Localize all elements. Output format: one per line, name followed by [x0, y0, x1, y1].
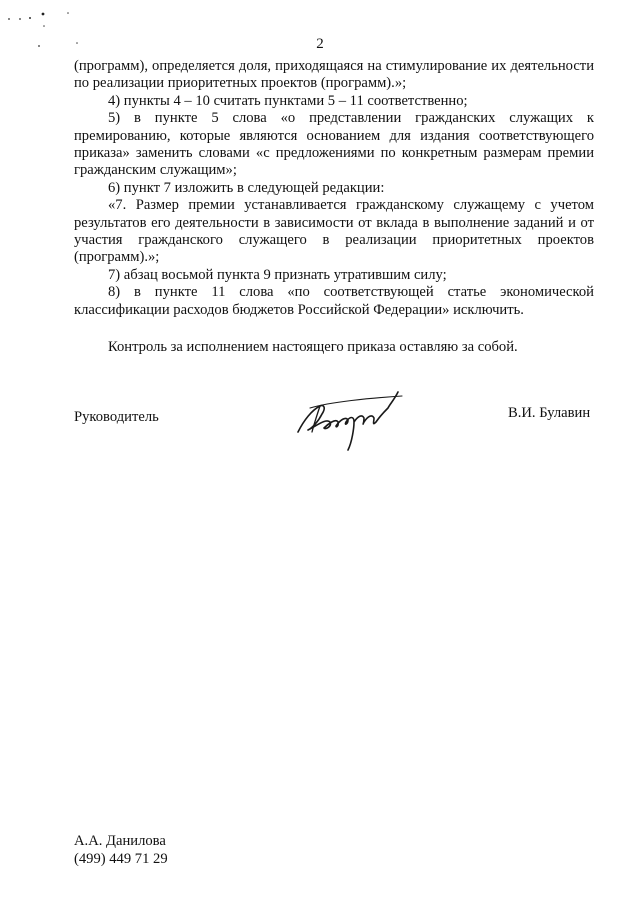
document-body [74, 58, 594, 319]
page-number: 2 [316, 36, 324, 52]
signatory-role: Руководитель [74, 409, 159, 425]
handwritten-signature [290, 382, 410, 454]
paragraph-new-point-7: «7. Размер премии устанавливается гражданскому служащему с учетом результатов его деятельности в зависимости от вклада в выполнение заданий и от участия гражданского служащего в реализации приоритетных проектов (программ).»; [74, 197, 594, 266]
paragraph-item-8: 8) в пункте 11 слова «по соответствующей статье экономической классификации расходов бюджетов Российской Федерации» исключить. [74, 284, 594, 318]
executor-block [74, 832, 168, 868]
signatory-name: В.И. Булавин [508, 405, 591, 421]
paragraph-item-7: 7) абзац восьмой пункта 9 признать утратившим силу; [108, 266, 447, 283]
paragraph-item-4: 4) пункты 4 – 10 считать пунктами 5 – 11 соответственно; [108, 92, 468, 109]
paragraph-item-6: 6) пункт 7 изложить в следующей редакции: [108, 179, 385, 196]
executor-phone: (499) 449 71 29 [74, 851, 168, 867]
executor-name: А.А. Данилова [74, 833, 166, 849]
paragraph-item-5: 5) в пункте 5 слова «о представлении гражданских служащих к премированию, которые являются основанием для издания соответствующего приказа» заменить словами «с предложениями по конкретным размерам премии гражданским служащим»; [74, 110, 594, 179]
paragraph-continuation: (программ), определяется доля, приходящаяся на стимулирование их деятельности по реализации приоритетных проектов (программ).»; [74, 58, 594, 92]
control-statement: Контроль за исполнением настоящего приказа оставляю за собой. [108, 339, 518, 355]
